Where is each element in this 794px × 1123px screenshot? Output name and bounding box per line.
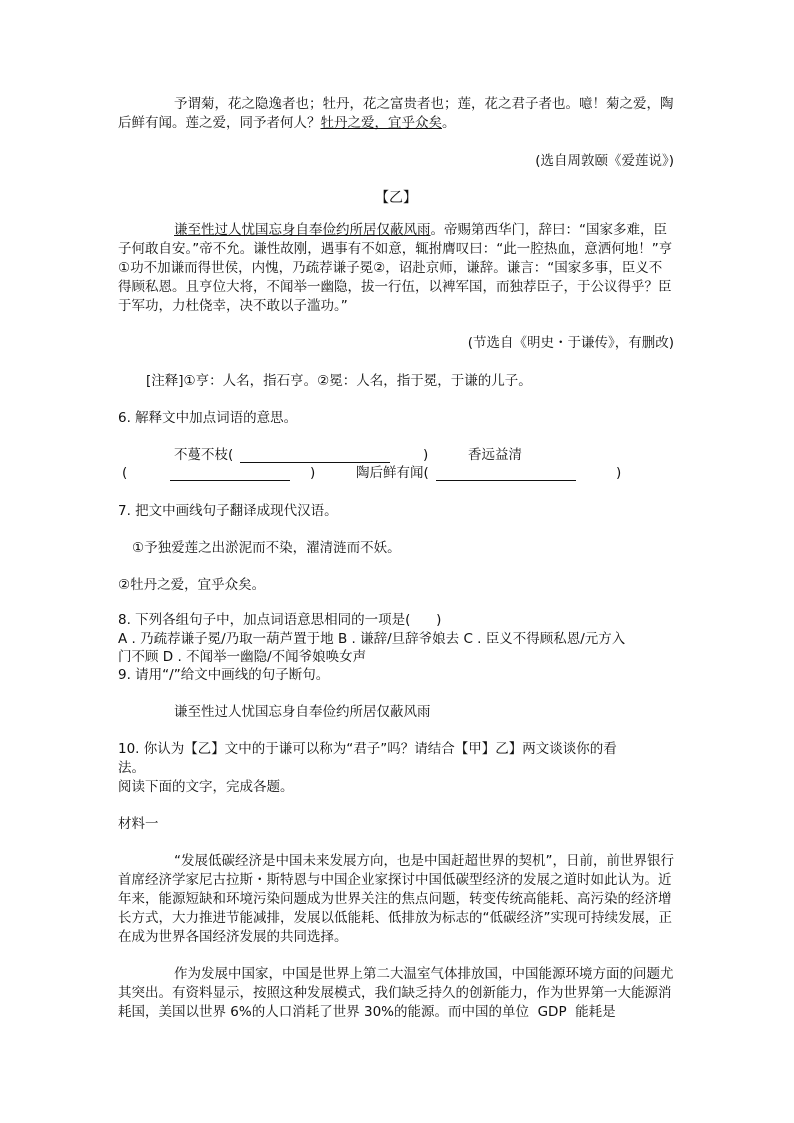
q7-sentence-2: ②牡丹之爱，宜乎众矣。 (118, 577, 266, 593)
passage-jia-text: 予谓菊，花之隐逸者也；牡丹，花之富贵者也；莲，花之君子者也。噫！菊之爱，陶后鲜有闻。莲之爱，同予者何人？ (118, 96, 674, 131)
q10-stem-cont: 法。 (118, 760, 145, 776)
q6-line2: ( ) 陶后鲜有闻( ) (122, 465, 622, 481)
q6-blank2[interactable] (170, 466, 290, 481)
q6-item2: 香远益清 (468, 447, 522, 463)
annotation-note: [注释]①亨：人名，指石亨。②冕：人名，指于冕，于谦的儿子。 (146, 373, 532, 389)
q10-stem: 10. 你认为【乙】文中的于谦可以称为“君子”吗？请结合【甲】乙】两文谈谈你的看 (118, 741, 617, 757)
q8-options-line (118, 630, 688, 649)
underlined-sentence-yuqian: 谦至性过人忧国忘身自奉俭约所居仅蔽风雨 (174, 222, 431, 238)
underlined-sentence-peony: 牡丹之爱，宜乎众矣 (320, 115, 442, 131)
passage-jia-source: (选自周敦颐《爱莲说》) (535, 153, 674, 169)
material-paragraph-2: 作为发展中国家，中国是世界上第二大温室气体排放国，中国能源环境方面的问题尤其突出。有资料显示，按照这种发展模式，我们缺乏持久的创新能力，作为世界第一大能源消耗国，美国以世界 6%的人口消耗了世界 30%的能源。而中国的单位 GDP 能耗是 (118, 966, 674, 1020)
q8-stem: 8. 下列各组句子中，加点词语意思相同的一项是( ) (118, 612, 442, 628)
q8-option-d: D . 不闻举一幽隐/不闻爷娘唤女声 (162, 649, 367, 665)
q6-line1: 不蔓不枝( ) 香远益清 (174, 447, 522, 463)
q9-sentence: 谦至性过人忧国忘身自奉俭约所居仅蔽风雨 (174, 704, 431, 720)
passage-yi-heading: 【乙】 (375, 190, 417, 206)
q8-option-c: C . 臣义不得顾私恩/元方入 (463, 631, 626, 647)
q6-blank1[interactable] (240, 448, 390, 463)
q6-item1: 不蔓不枝( (174, 447, 234, 463)
q8-option-a: A . 乃疏荐谦子冕/乃取一葫芦置于地 (118, 631, 334, 647)
reading-instruction: 阅读下面的文字，完成各题。 (118, 779, 294, 795)
q9-stem: 9. 请用“/”给文中画线的句子断句。 (118, 667, 330, 683)
passage-yi-text: 。帝赐第西华门，辞曰：“国家多难，臣子何敢自安。”帝不允。谦性故刚，遇事有不如意，辄拊膺叹曰：“此一腔热血，意洒何地！”亨①功不加谦而得世侯，内愧，乃疏荐谦子冕②，诏赴京师，谦辞。谦言：“国家多事，臣义不得顾私恩。且亨位大将，不闻举一幽隐，拔一行伍，以裨军国，而独荐臣子，于公议得乎？臣于军功，力杜侥幸，决不敢以子滥功。” (118, 222, 673, 314)
passage-yi-source: (节选自《明史・于谦传》，有删改) (467, 335, 674, 351)
q7-stem: 7. 把文中画线句子翻译成现代汉语。 (118, 503, 338, 519)
q7-sentence-1: ①予独爱莲之出淤泥而不染，濯清涟而不妖。 (132, 540, 401, 556)
passage-yi-paragraph (118, 221, 674, 316)
q6-blank3[interactable] (436, 466, 576, 481)
q6-stem: 6. 解释文中加点词语的意思。 (118, 410, 298, 426)
material-label: 材料一 (118, 816, 159, 832)
passage-jia-paragraph: 予谓菊，花之隐逸者也；牡丹，花之富贵者也；莲，花之君子者也。噫！菊之爱，陶后鲜有闻。莲之爱，同予者何人？牡丹之爱，宜乎众矣。 (118, 96, 674, 131)
q6-item3: 陶后鲜有闻( (356, 465, 429, 481)
q8-option-b: B . 谦辞/旦辞爷娘去 (337, 631, 460, 647)
q8-options-line-2: 门不顾 D . 不闻举一幽隐/不闻爷娘唤女声 (118, 649, 367, 665)
material-paragraph-1: “发展低碳经济是中国未来发展方向，也是中国赶超世界的契机”，日前，前世界银行首席经济学家尼古拉斯・斯特恩与中国企业家探讨中国低碳型经济的发展之道时如此认为。近年来，能源短缺和环境污染问题成为世界关注的焦点问题，转变传统高能耗、高污染的经济增长方式，大力推进节能减排，发展以低能耗、低排放为标志的“低碳经济”实现可持续发展，正在成为世界各国经济发展的共同选择。 (118, 853, 674, 945)
